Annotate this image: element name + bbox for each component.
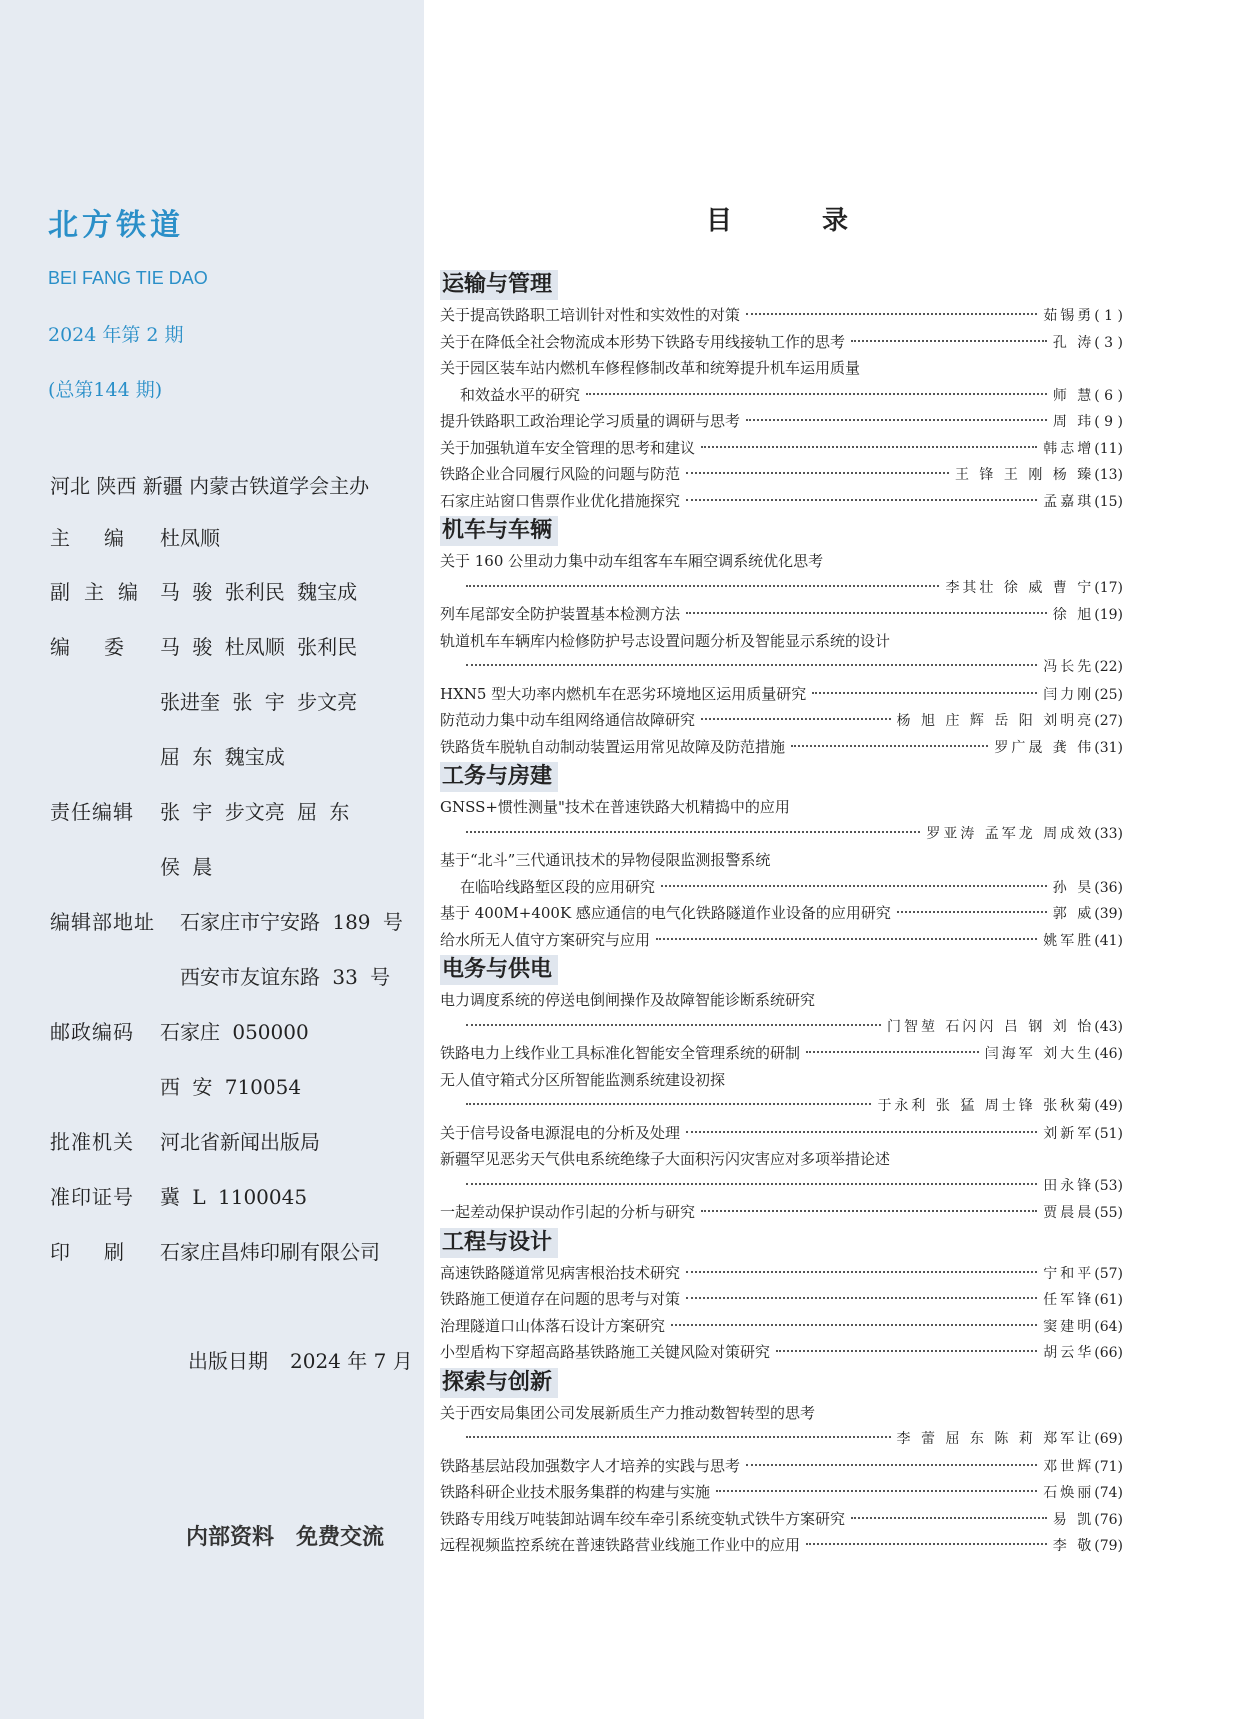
leader-dots xyxy=(701,446,1037,448)
entry-title: 关于园区装车站内燃机车修程修制改革和统筹提升机车运用质量 xyxy=(440,359,861,377)
toc-entry[interactable] xyxy=(440,628,1123,655)
toc-entry[interactable] xyxy=(440,548,1123,575)
entry-authors: 贾晨晨 xyxy=(1043,1205,1095,1221)
entry-title: 治理隧道口山体落石设计方案研究 xyxy=(440,1316,666,1335)
entry-title-continued: 和效益水平的研究 xyxy=(460,385,581,404)
publication-date-value: 2024 年 7 月 xyxy=(290,1349,413,1373)
toc-entry[interactable] xyxy=(440,329,1123,356)
toc-entry[interactable] xyxy=(440,355,1123,382)
entry-page: (79) xyxy=(1094,1538,1123,1554)
section-heading: 电务与供电 xyxy=(440,955,558,985)
internal-notice: 内部资料 免费交流 xyxy=(186,1525,385,1550)
approval-authority-label: 批准机关 xyxy=(50,1130,134,1154)
toc-entry[interactable] xyxy=(440,794,1123,821)
entry-page: (46) xyxy=(1094,1046,1123,1062)
entry-page: (43) xyxy=(1094,1018,1123,1035)
entry-page: (71) xyxy=(1094,1458,1123,1475)
leader-dots xyxy=(716,1490,1037,1492)
toc-entry[interactable] xyxy=(440,707,1123,734)
entry-page: (17) xyxy=(1094,579,1123,596)
entry-title: 关于加强轨道车安全管理的思考和建议 xyxy=(440,438,696,457)
toc-entry[interactable] xyxy=(440,302,1123,329)
entry-page: ( 9 ) xyxy=(1094,414,1123,430)
entry-authors: 孟嘉琪 xyxy=(1043,493,1095,510)
entry-title: 铁路专用线万吨装卸站调车绞车牵引系统变轨式铁牛方案研究 xyxy=(440,1509,846,1528)
entry-page: (11) xyxy=(1094,440,1123,457)
entry-authors: 闫力刚 xyxy=(1043,686,1095,703)
entry-title: 小型盾构下穿超高路基铁路施工关键风险对策研究 xyxy=(440,1343,771,1361)
entry-page: (22) xyxy=(1094,659,1123,675)
entry-authors: 郭 威 xyxy=(1052,906,1095,922)
section-heading: 工程与设计 xyxy=(440,1228,558,1258)
leader-dots xyxy=(806,1051,979,1053)
toc-entry[interactable] xyxy=(440,1199,1123,1226)
entry-title: 关于提高铁路职工培训针对性和实效性的对策 xyxy=(440,306,741,324)
leader-dots xyxy=(466,1436,891,1438)
entry-title: 关于信号设备电源混电的分析及处理 xyxy=(440,1123,681,1142)
toc-entry-continuation[interactable] xyxy=(440,1014,1123,1041)
postal-code-label: 邮政编码 xyxy=(50,1020,134,1044)
leader-dots xyxy=(661,885,1047,887)
entry-title: 关于 160 公里动力集中动车组客车车厢空调系统优化思考 xyxy=(440,552,824,570)
chief-editor-label: 主编 xyxy=(50,526,158,550)
leader-dots xyxy=(686,612,1047,614)
committee-label: 编委 xyxy=(50,635,158,659)
entry-authors: 李 敬 xyxy=(1052,1538,1095,1554)
toc-entry[interactable] xyxy=(440,488,1123,515)
entry-authors: 于永利 张 猛 周士锋 张秋菊 xyxy=(877,1098,1095,1114)
print-permit-label: 准印证号 xyxy=(50,1185,134,1209)
entry-title: 电力调度系统的停送电倒闸操作及故障智能诊断系统研究 xyxy=(440,991,816,1009)
leader-dots xyxy=(812,692,1037,694)
sponsor: 河北 陕西 新疆 内蒙古铁道学会主办 xyxy=(50,474,370,498)
printer: 印刷 石家庄昌炜印刷有限公司 xyxy=(50,1236,380,1265)
leader-dots xyxy=(701,718,891,720)
table-of-contents xyxy=(440,268,1123,1559)
committee-line-3: 屈 东 魏宝成 xyxy=(160,745,285,769)
toc-entry[interactable] xyxy=(440,1040,1123,1067)
entry-authors: 窦建明 xyxy=(1043,1318,1095,1335)
entry-page: (15) xyxy=(1094,493,1123,510)
entry-title: 铁路货车脱轨自动制动装置运用常见故障及防范措施 xyxy=(440,737,786,756)
leader-dots xyxy=(746,419,1047,421)
entry-page: (27) xyxy=(1094,713,1123,729)
entry-title: 提升铁路职工政治理论学习质量的调研与思考 xyxy=(440,412,741,430)
leader-dots xyxy=(776,1350,1037,1352)
entry-title: 关于西安局集团公司发展新质生产力推动数智转型的思考 xyxy=(440,1403,816,1422)
entry-title: 无人值守箱式分区所智能监测系统建设初探 xyxy=(440,1070,726,1089)
toc-entry-continuation[interactable] xyxy=(440,382,1123,409)
entry-authors: 姚军胜 xyxy=(1043,932,1095,949)
entry-authors: 李其壮 徐 威 曹 宁 xyxy=(945,579,1095,596)
entry-authors: 邓世辉 xyxy=(1043,1458,1095,1475)
leader-dots xyxy=(746,1464,1037,1466)
entry-authors: 石焕丽 xyxy=(1043,1485,1095,1501)
responsible-editor: 责任编辑 张 宇 步文亮 屈 东 xyxy=(50,796,349,825)
entry-authors: 任军锋 xyxy=(1043,1292,1095,1308)
leader-dots xyxy=(466,664,1037,666)
entry-title: 高速铁路隧道常见病害根治技术研究 xyxy=(440,1263,681,1282)
leader-dots xyxy=(851,340,1047,342)
printer-label: 印刷 xyxy=(50,1240,158,1264)
entry-title: 铁路基层站段加强数字人才培养的实践与思考 xyxy=(440,1456,741,1475)
committee: 编委 马 骏 杜凤顺 张利民 xyxy=(50,631,357,660)
journal-title: 北方铁道 xyxy=(48,208,184,243)
entry-page: (51) xyxy=(1094,1125,1123,1142)
leader-dots xyxy=(806,1543,1047,1545)
entry-page: (69) xyxy=(1094,1431,1123,1447)
entry-title: 关于在降低全社会物流成本形势下铁路专用线接轨工作的思考 xyxy=(440,332,846,351)
entry-page: (25) xyxy=(1094,686,1123,703)
leader-dots xyxy=(671,1324,1037,1326)
entry-authors: 门智堃 石闪闪 吕 钢 刘 怡 xyxy=(886,1018,1095,1035)
toc-entry[interactable] xyxy=(440,435,1123,462)
leader-dots xyxy=(686,1271,1037,1273)
toc-entry-continuation[interactable] xyxy=(440,821,1123,848)
entry-authors: 刘新军 xyxy=(1043,1125,1095,1142)
entry-title: 铁路施工便道存在问题的思考与对策 xyxy=(440,1290,681,1308)
entry-page: (39) xyxy=(1094,906,1123,922)
entry-authors: 罗广晟 龚 伟 xyxy=(994,739,1095,756)
toc-entry[interactable] xyxy=(440,1532,1123,1559)
toc-entry[interactable] xyxy=(440,987,1123,1014)
chief-editor: 主编 杜凤顺 xyxy=(50,522,220,551)
leader-dots xyxy=(701,1210,1037,1212)
entry-title: 远程视频监控系统在普速铁路营业线施工作业中的应用 xyxy=(440,1536,801,1554)
entry-authors: 冯长先 xyxy=(1043,659,1095,675)
leader-dots xyxy=(686,472,949,474)
toc-entry[interactable] xyxy=(440,847,1123,874)
responsible-editor-line-2: 侯 晨 xyxy=(160,855,213,879)
section-heading: 机车与车辆 xyxy=(440,516,558,546)
section-heading: 探索与创新 xyxy=(440,1368,558,1398)
toc-entry[interactable] xyxy=(440,408,1123,435)
toc-entry[interactable] xyxy=(440,1339,1123,1366)
issue-total: (总第144 期) xyxy=(48,379,163,401)
toc-entry-continuation[interactable] xyxy=(440,575,1123,602)
entry-page: (76) xyxy=(1094,1511,1123,1528)
entry-authors: 徐 旭 xyxy=(1052,607,1095,623)
leader-dots xyxy=(791,745,988,747)
entry-authors: 茹锡勇 xyxy=(1043,308,1095,324)
entry-authors: 孙 昊 xyxy=(1052,879,1095,896)
entry-authors: 李 蕾 屈 东 陈 莉 郑军让 xyxy=(896,1431,1095,1447)
print-permit: 准印证号 冀 L 1100045 xyxy=(50,1181,307,1210)
entry-page: (57) xyxy=(1094,1265,1123,1282)
toc-entry[interactable] xyxy=(440,1286,1123,1313)
journal-title-pinyin: BEI FANG TIE DAO xyxy=(48,268,208,288)
toc-entry[interactable] xyxy=(440,1400,1123,1427)
entry-title: 铁路电力上线作业工具标准化智能安全管理系统的研制 xyxy=(440,1044,801,1062)
leader-dots xyxy=(466,1024,881,1026)
entry-title: 新疆罕见恶劣天气供电系统绝缘子大面积污闪灾害应对多项举措论述 xyxy=(440,1150,891,1168)
toc-entry[interactable] xyxy=(440,1506,1123,1533)
section-heading: 运输与管理 xyxy=(440,270,558,300)
committee-line-2: 张进奎 张 宇 步文亮 xyxy=(160,690,358,714)
entry-authors: 韩志增 xyxy=(1043,440,1095,457)
address-label: 编辑部地址 xyxy=(50,910,155,934)
toc-entry-continuation[interactable] xyxy=(440,654,1123,681)
entry-title: 铁路科研企业技术服务集群的构建与实施 xyxy=(440,1483,711,1501)
toc-entry[interactable] xyxy=(440,1120,1123,1147)
entry-page: (13) xyxy=(1094,467,1123,483)
toc-entry-continuation[interactable] xyxy=(440,1426,1123,1453)
toc-entry-continuation[interactable] xyxy=(440,874,1123,901)
entry-page: (36) xyxy=(1094,879,1123,896)
entry-page: ( 3 ) xyxy=(1094,334,1123,351)
leader-dots xyxy=(586,393,1047,395)
leader-dots xyxy=(686,499,1037,501)
leader-dots xyxy=(656,938,1037,940)
entry-title: 基于“北斗”三代通讯技术的异物侵限监测报警系统 xyxy=(440,851,771,869)
toc-title: 目录 xyxy=(706,206,939,236)
publication-date xyxy=(188,1345,435,1374)
deputy-editor: 副主编 马 骏 张利民 魏宝成 xyxy=(50,576,357,605)
entry-title: 列车尾部安全防护装置基本检测方法 xyxy=(440,605,681,623)
toc-entry[interactable] xyxy=(440,1453,1123,1480)
toc-entry[interactable] xyxy=(440,900,1123,927)
entry-page: (64) xyxy=(1094,1318,1123,1335)
toc-entry[interactable] xyxy=(440,1313,1123,1340)
entry-authors: 宁和平 xyxy=(1043,1265,1095,1282)
deputy-editor-label: 副主编 xyxy=(50,580,152,604)
entry-page: (33) xyxy=(1094,825,1123,842)
leader-dots xyxy=(851,1517,1047,1519)
toc-entry[interactable] xyxy=(440,1479,1123,1506)
leader-dots xyxy=(686,1297,1037,1299)
leader-dots xyxy=(466,1183,1037,1185)
address-line-2: 西安市友谊东路 33 号 xyxy=(180,965,391,989)
postal-code-line-2: 西 安 710054 xyxy=(160,1075,302,1099)
entry-title: 给水所无人值守方案研究与应用 xyxy=(440,930,651,949)
responsible-editor-label: 责任编辑 xyxy=(50,800,134,824)
issue-number: 2024 年第 2 期 xyxy=(48,324,184,346)
entry-page: (19) xyxy=(1094,607,1123,623)
leader-dots xyxy=(686,1131,1037,1133)
entry-authors: 罗亚涛 孟军龙 周成效 xyxy=(926,825,1095,842)
entry-authors: 王 锋 王 刚 杨 臻 xyxy=(954,467,1095,483)
leader-dots xyxy=(466,1103,871,1105)
approval-authority: 批准机关 河北省新闻出版局 xyxy=(50,1126,320,1155)
toc-entry[interactable] xyxy=(440,1146,1123,1173)
entry-page: (55) xyxy=(1094,1205,1123,1221)
publication-date-label: 出版日期 xyxy=(188,1349,268,1373)
entry-authors: 孔 涛 xyxy=(1052,334,1095,351)
entry-title: 铁路企业合同履行风险的问题与防范 xyxy=(440,465,681,483)
entry-authors: 胡云华 xyxy=(1043,1345,1095,1361)
address: 编辑部地址 石家庄市宁安路 189 号 xyxy=(50,906,403,935)
leader-dots xyxy=(466,585,939,587)
entry-page: (41) xyxy=(1094,932,1123,949)
entry-authors: 杨 旭 庄 辉 岳 阳 刘明亮 xyxy=(896,713,1095,729)
toc-entry-continuation[interactable] xyxy=(440,1093,1123,1120)
entry-title-continued: 在临哈线路堑区段的应用研究 xyxy=(460,877,656,896)
leader-dots xyxy=(746,313,1037,315)
entry-authors: 闫海军 刘大生 xyxy=(984,1046,1095,1062)
toc-entry[interactable] xyxy=(440,1067,1123,1094)
section-heading: 工务与房建 xyxy=(440,762,558,792)
entry-title: 基于 400M+400K 感应通信的电气化铁路隧道作业设备的应用研究 xyxy=(440,904,891,922)
entry-page: ( 6 ) xyxy=(1094,387,1123,404)
entry-title: 石家庄站窗口售票作业优化措施探究 xyxy=(440,491,681,510)
toc-entry[interactable] xyxy=(440,681,1123,708)
entry-title: 轨道机车车辆库内检修防护号志设置问题分析及智能显示系统的设计 xyxy=(440,631,891,650)
leader-dots xyxy=(466,831,920,833)
postal-code: 邮政编码 石家庄 050000 xyxy=(50,1016,309,1045)
entry-page: (49) xyxy=(1094,1098,1123,1114)
entry-title: GNSS+惯性测量"技术在普速铁路大机精捣中的应用 xyxy=(440,798,790,816)
entry-page: (61) xyxy=(1094,1292,1123,1308)
entry-title: 一起差动保护误动作引起的分析与研究 xyxy=(440,1203,696,1221)
toc-entry[interactable] xyxy=(440,927,1123,954)
toc-entry-continuation[interactable] xyxy=(440,1173,1123,1200)
leader-dots xyxy=(897,911,1047,913)
entry-page: (31) xyxy=(1094,739,1123,756)
entry-page: (74) xyxy=(1094,1485,1123,1501)
toc-entry[interactable] xyxy=(440,734,1123,761)
entry-authors: 田永锋 xyxy=(1043,1177,1095,1194)
entry-authors: 易 凯 xyxy=(1052,1511,1095,1528)
toc-entry[interactable] xyxy=(440,461,1123,488)
entry-page: ( 1 ) xyxy=(1094,308,1123,324)
entry-title: HXN5 型大功率内燃机车在恶劣环境地区运用质量研究 xyxy=(440,684,807,703)
entry-authors: 师 慧 xyxy=(1052,387,1095,404)
entry-title: 防范动力集中动车组网络通信故障研究 xyxy=(440,711,696,729)
entry-page: (53) xyxy=(1094,1177,1123,1194)
toc-entry[interactable] xyxy=(440,601,1123,628)
toc-entry[interactable] xyxy=(440,1260,1123,1287)
entry-authors: 周 玮 xyxy=(1052,414,1095,430)
entry-page: (66) xyxy=(1094,1345,1123,1361)
